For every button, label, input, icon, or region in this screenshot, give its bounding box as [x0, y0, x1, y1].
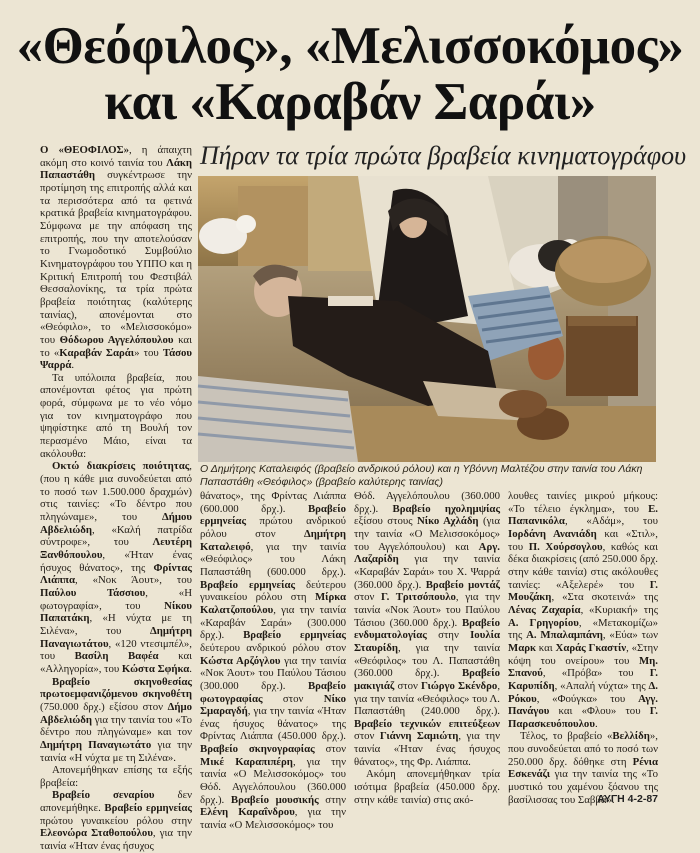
- newspaper-source-date: ΑΥΓΗ 4-2-87: [597, 793, 658, 805]
- bold-name: Λένας Ζαχαρία: [508, 603, 581, 616]
- text-run: , για την ταινία «Θεόφιλος» του Λάκη Παπαστάθη (600.000 δρχ.).: [200, 540, 346, 578]
- text-run: πρώτου ανδρικού ρόλου στον: [200, 515, 346, 540]
- bold-name: Δημήτρη Παναγιωτάτου: [40, 624, 192, 650]
- bold-name: Νίκο Αχλάδη: [417, 515, 479, 528]
- text-run: Τα υπόλοιπα βραβεία, που απονέμονται φέτος για πρώτη φορά, σύμφωνα με το νέο νόμο για τον κινηματογράφο που ψηφίστηκε από τη Βουλή τον περασμένο Μάιο, είναι τα ακόλουθα:: [40, 371, 192, 460]
- bold-name: Αργ. Λαζαρίδη: [354, 540, 500, 566]
- text-run: , «Πρόβα» του: [542, 667, 650, 680]
- text-run: και «Στιλ», του: [508, 527, 658, 553]
- bold-name: Ελεονώρα Σταθοπούλου: [40, 827, 153, 840]
- bold-name: Βασίλη Βαφέα: [74, 650, 159, 663]
- text-run: , για την ταινία «Νοκ Άουτ» του Παύλου Τάσιου (360.000 δρχ.).: [354, 591, 500, 629]
- bold-name: Χαράς Γκαστίν: [555, 641, 627, 654]
- bold-name: Βραβείο φωτογραφίας: [200, 679, 346, 705]
- article-headline: [10, 18, 690, 130]
- text-run: και «Αλληγορία», του: [40, 650, 193, 675]
- text-run: στην: [426, 629, 471, 642]
- bold-name: Βραβείο τεχνικών επιτεύξεων: [354, 717, 500, 730]
- bold-name: Μικέ Καραπιπέρη: [200, 755, 293, 768]
- bold-name: Δ. Ρόκου: [508, 679, 658, 705]
- bold-name: Γ. Μουζάκη: [508, 578, 658, 604]
- text-run: στον: [354, 591, 382, 604]
- bold-name: Βραβείο σκηνογραφίας: [200, 743, 315, 756]
- bold-name: Λάκη Παπαστάθη: [40, 156, 192, 182]
- bold-name: Παύλου Τάσσιου: [40, 586, 146, 599]
- bold-name: Βραβείο ερμηνείας: [104, 802, 192, 815]
- bold-name: Βραβείο ενδυματολογίας: [354, 616, 500, 642]
- text-run: δεν απονεμήθηκε.: [40, 789, 193, 815]
- text-run: , για την ταινία «Ήταν ένας ήσυχος θάνατος», της Φρ. Λιάππα.: [354, 730, 501, 768]
- bold-name: Νίκο Σμαραγδή: [200, 692, 346, 718]
- text-run: , «Στην κόψη του ονείρου» του: [508, 641, 658, 667]
- article-paragraph: [40, 789, 192, 852]
- text-run: , για την ταινία «Ήταν ένας ήσυχος: [40, 827, 192, 853]
- text-run: , για την ταινία «Ο Μελισσοκόμος» του: [200, 806, 346, 832]
- bold-name: Βραβείο ερμηνείας: [243, 629, 346, 642]
- text-run: », που συνοδεύεται από το ποσό των 250.000 δρχ. δόθηκε στη: [508, 730, 658, 768]
- text-run: στον: [262, 692, 324, 705]
- text-run: (για την ταινία «Ο Μελισσοκόμος» του Αγγελόπουλου) και: [354, 515, 500, 553]
- article-paragraph: [40, 372, 192, 461]
- text-run: .: [71, 359, 75, 372]
- bold-name: Βραβείο μακιγιάζ: [354, 667, 500, 692]
- text-run: για την ταινία «Καραβάν Σαράι» του Χ. Ψαρρά (360.000 δρχ.).: [354, 553, 500, 591]
- bold-name: Γ. Παρασκευόπουλου: [508, 705, 658, 730]
- bold-name: Ρένια Εσκενάζι: [508, 755, 658, 781]
- bold-name: Ιουλία Σταυρίδη: [354, 629, 500, 654]
- text-run: στον: [354, 730, 380, 743]
- bold-name: Γ. Τριτσόπουλο: [381, 591, 456, 604]
- bold-name: Γ. Καρυπίδη: [508, 667, 658, 692]
- bold-name: Ε. Παπανικόλα: [508, 502, 658, 528]
- bold-name: Φρίντας Λιάππα: [40, 561, 192, 587]
- text-run: , «Μετακομίζω» της: [508, 616, 658, 642]
- bold-name: Μίρκα Καλατζοπούλου: [200, 591, 346, 616]
- bold-name: Γιώργο Σκένδρο: [420, 679, 498, 692]
- bold-name: Π. Χούρσογλου: [528, 540, 603, 553]
- bold-name: Βραβείο ερμηνείας: [200, 578, 296, 591]
- bold-name: Ιορδάνη Ανανιάδη: [508, 527, 597, 540]
- bold-name: Λευτέρη Ξανθόπουλου: [40, 536, 192, 561]
- bold-name: Καραβάν Σαράι: [59, 346, 135, 359]
- text-run: , «Φούγκα» του: [536, 692, 639, 705]
- text-run: , «Καλή πατρίδα σύντροφε», του: [40, 523, 192, 549]
- article-paragraph: [354, 490, 500, 768]
- bold-name: Τάσου Ψαρρά: [40, 346, 192, 372]
- text-run: (750.000 δρχ.) εξίσου στον: [40, 700, 168, 713]
- text-run: στην: [318, 793, 346, 806]
- article-subhead: Πήραν τα τρία πρώτα βραβεία κινηματογράφου: [200, 141, 687, 170]
- bold-name: Βραβείο σεναρίου: [52, 789, 155, 802]
- text-run: για την ταινία του «Το δέντρο που πληγώναμε» και τον: [40, 713, 192, 739]
- bold-name: Αγγ. Πανάγου: [508, 692, 658, 718]
- text-run: , «Αδάμ», του: [564, 515, 658, 528]
- bold-name: Δήμο Αβδελιώδη: [40, 700, 192, 726]
- text-run: και «Φλου» του: [549, 705, 650, 718]
- headline-line-1: «Θεόφιλος», «Μελισσοκόμος»: [16, 17, 684, 75]
- bold-name: Βραβείο μουσικής: [230, 793, 319, 806]
- text-run: , «Η νύχτα με τη Σιλένα», του: [40, 612, 192, 637]
- text-run: , «Απαλή νύχτα» της: [554, 679, 649, 692]
- bold-name: Βραβείο μοντάζ: [425, 578, 500, 591]
- text-run: Απονεμήθηκαν επίσης τα εξής βραβεία:: [40, 764, 192, 789]
- article-paragraph: [200, 490, 346, 832]
- bold-name: Δημήτρη Παναγιωτάτο: [40, 738, 152, 751]
- headline-line-2: και «Καραβάν Σαράι»: [104, 73, 596, 131]
- article-column-3: [354, 490, 501, 806]
- bold-name: Α. Μπαλαμπάνη: [526, 629, 603, 642]
- text-run: λουθες ταινίες μικρού μήκους: «Το τέλειο έγκλημα», του: [508, 490, 658, 515]
- text-run: εξίσου στους: [354, 515, 417, 528]
- article-paragraph: [40, 764, 192, 789]
- photo-caption: Ο Δημήτρης Καταλειφός (βραβείο ανδρικού ρόλου) και η Υβόννη Μαλτέζου στην ταινία του Λάκη Παπαστάθη «Θεόφιλος» (βραβείο καλύτερης ταινίας): [200, 463, 643, 488]
- bold-name: Δημήτρη Καταλειφό: [200, 527, 346, 553]
- bold-name: Κώστα Σφήκα: [121, 662, 190, 675]
- bold-name: Μαρκ: [508, 641, 536, 654]
- text-run: για την ταινία της «Το μυστικό του χαμένου ξόανου της βασίλισσας του Σαββά».: [508, 768, 658, 806]
- bold-name: Βελλίδη: [612, 730, 650, 743]
- text-run: , για την ταινία «Ήταν ένας ήσυχος θάνατος» της Φρίντας Λιάππα (450.000 δρχ.).: [200, 705, 346, 743]
- text-run: , (που η κάθε μια συνοδεύεται από το ποσό των 1.500.000 δραχμών) στις ταινίες: «Το δέντρο που πληγώναμε», του: [40, 460, 192, 524]
- text-run: , «120 ντεσιμπέλ», του: [40, 637, 192, 663]
- text-run: στον: [314, 743, 347, 756]
- text-run: , «Νοκ Άουτ», του: [74, 574, 192, 587]
- text-run: Τέλος, το βραβείο «: [520, 730, 613, 743]
- text-run: , για την ταινία «Καραβάν Σαράι» (300.000 δρχ.).: [200, 603, 346, 642]
- text-run: για την ταινία «Η νύχτα με τη Σιλένα».: [40, 738, 192, 764]
- bold-name: Α. Γρηγορίου: [508, 616, 579, 629]
- bold-name: Θόδωρου Αγγελόπουλου: [59, 333, 174, 346]
- bold-name: Οκτώ διακρίσεις ποιότητας: [52, 460, 190, 473]
- text-run: πρώτου γυναικείου ρόλου στην: [40, 814, 192, 827]
- text-run: για την ταινία «Νοκ Άουτ» του Παύλου Τάσιου (300.000 δρχ.).: [200, 654, 346, 692]
- text-run: θάνατος», της Φρίντας Λιάππα (600.000 δρχ.).: [200, 490, 346, 515]
- text-run: , για την ταινία «Θεόφιλος» του Λ. Παπαστάθη (240.000 δρχ.).: [354, 679, 501, 718]
- article-column-2: [200, 490, 347, 832]
- bold-name: Βραβείο σκηνοθεσίας πρωτοεμφανιζόμενου σκηνοθέτη: [40, 675, 192, 701]
- text-run: .: [594, 717, 598, 730]
- bold-name: Γιάννη Σαμιώτη: [379, 730, 459, 743]
- text-run: και το «: [40, 333, 192, 359]
- article-column-1: [40, 144, 193, 853]
- text-run: στον: [394, 679, 421, 692]
- text-run: .: [189, 662, 192, 675]
- text-run: , η άπαιχτη ακόμη στο κοινό ταινία του: [40, 144, 192, 169]
- text-run: , «Η φωτογραφία», του: [40, 586, 192, 612]
- text-run: , καθώς και δέκα διακρίσεις (από 250.000 δρχ. στην κάθε ταινία) στις ακόλουθες ταινίες: «Αξελερέ» του: [508, 540, 658, 591]
- text-run: , «Εύα» των: [602, 629, 658, 642]
- article-paragraph: [40, 460, 192, 675]
- article-paragraph: [40, 676, 192, 765]
- text-run: δεύτερου γυναικείου ρόλου στη: [200, 578, 346, 604]
- article-paragraph: [354, 768, 500, 806]
- text-run: συγκέντρωσε την προτίμηση της επιτροπής αλλά και τα περισσότερα από τα φετινά κρατικά βραβεία κινηματογράφου. Σύμφωνα με την απόφαση της επιτροπής, που την αποτελούσαν το Γνωμοδοτικό Συμβούλιο Κινηματογράφου του ΥΠΠΟ και η Κριτική Επιτροπή του Φεστιβάλ Θεσσαλονίκης, τα τρία πρώτα βραβεία ποιότητας (καλύτερης ταινίας), απονέμονται στο «Θεόφιλο», το «Μελισσοκόμο» του: [40, 169, 192, 346]
- text-run: Θόδ. Αγγελόπουλου (360.000 δρχ.).: [354, 490, 500, 515]
- text-run: , «Στα σκοτεινά» της: [551, 591, 658, 604]
- text-run: και: [536, 641, 556, 654]
- film-still-photo: [198, 176, 656, 462]
- text-run: δεύτερου ανδρικού ρόλου στον: [200, 641, 346, 654]
- text-run: , για την ταινία «Ο Μελισσοκόμος» του Θόδ. Αγγελόπουλου (360.000 δρχ.).: [200, 755, 346, 806]
- bold-name: Ελένη Καραΐνδρου: [200, 806, 295, 819]
- bold-name: Βραβείο ηχολημψίας: [392, 502, 500, 515]
- film-still-illustration: [198, 176, 656, 462]
- bold-name: Βραβείο ερμηνείας: [200, 502, 346, 528]
- text-run: , «Κυριακή» της: [580, 603, 658, 616]
- bold-name: Κώστα Αρζόγλου: [200, 654, 281, 667]
- bold-name: Δήμου Αβδελιώδη: [40, 511, 192, 536]
- text-run: Ακόμη απονεμήθηκαν τρία ισότιμα βραβεία (450.000 δρχ. στην κάθε ταινία) στις ακό-: [354, 768, 500, 806]
- article-paragraph: [508, 490, 658, 730]
- bold-name: Μη. Σπανού: [508, 654, 658, 680]
- text-run: » του: [134, 346, 163, 359]
- article-paragraph: [40, 144, 192, 372]
- bold-name: Νίκου Παπατάκη: [40, 599, 192, 625]
- text-run: , «Ήταν ένας ήσυχος θάνατος», της: [40, 549, 192, 574]
- bold-name: Ο «ΘΕΟΦΙΛΟΣ»: [40, 144, 130, 156]
- text-run: , για την ταινία «Θεόφιλος» του Λ. Παπαστάθη (360.000 δρχ.).: [354, 641, 500, 680]
